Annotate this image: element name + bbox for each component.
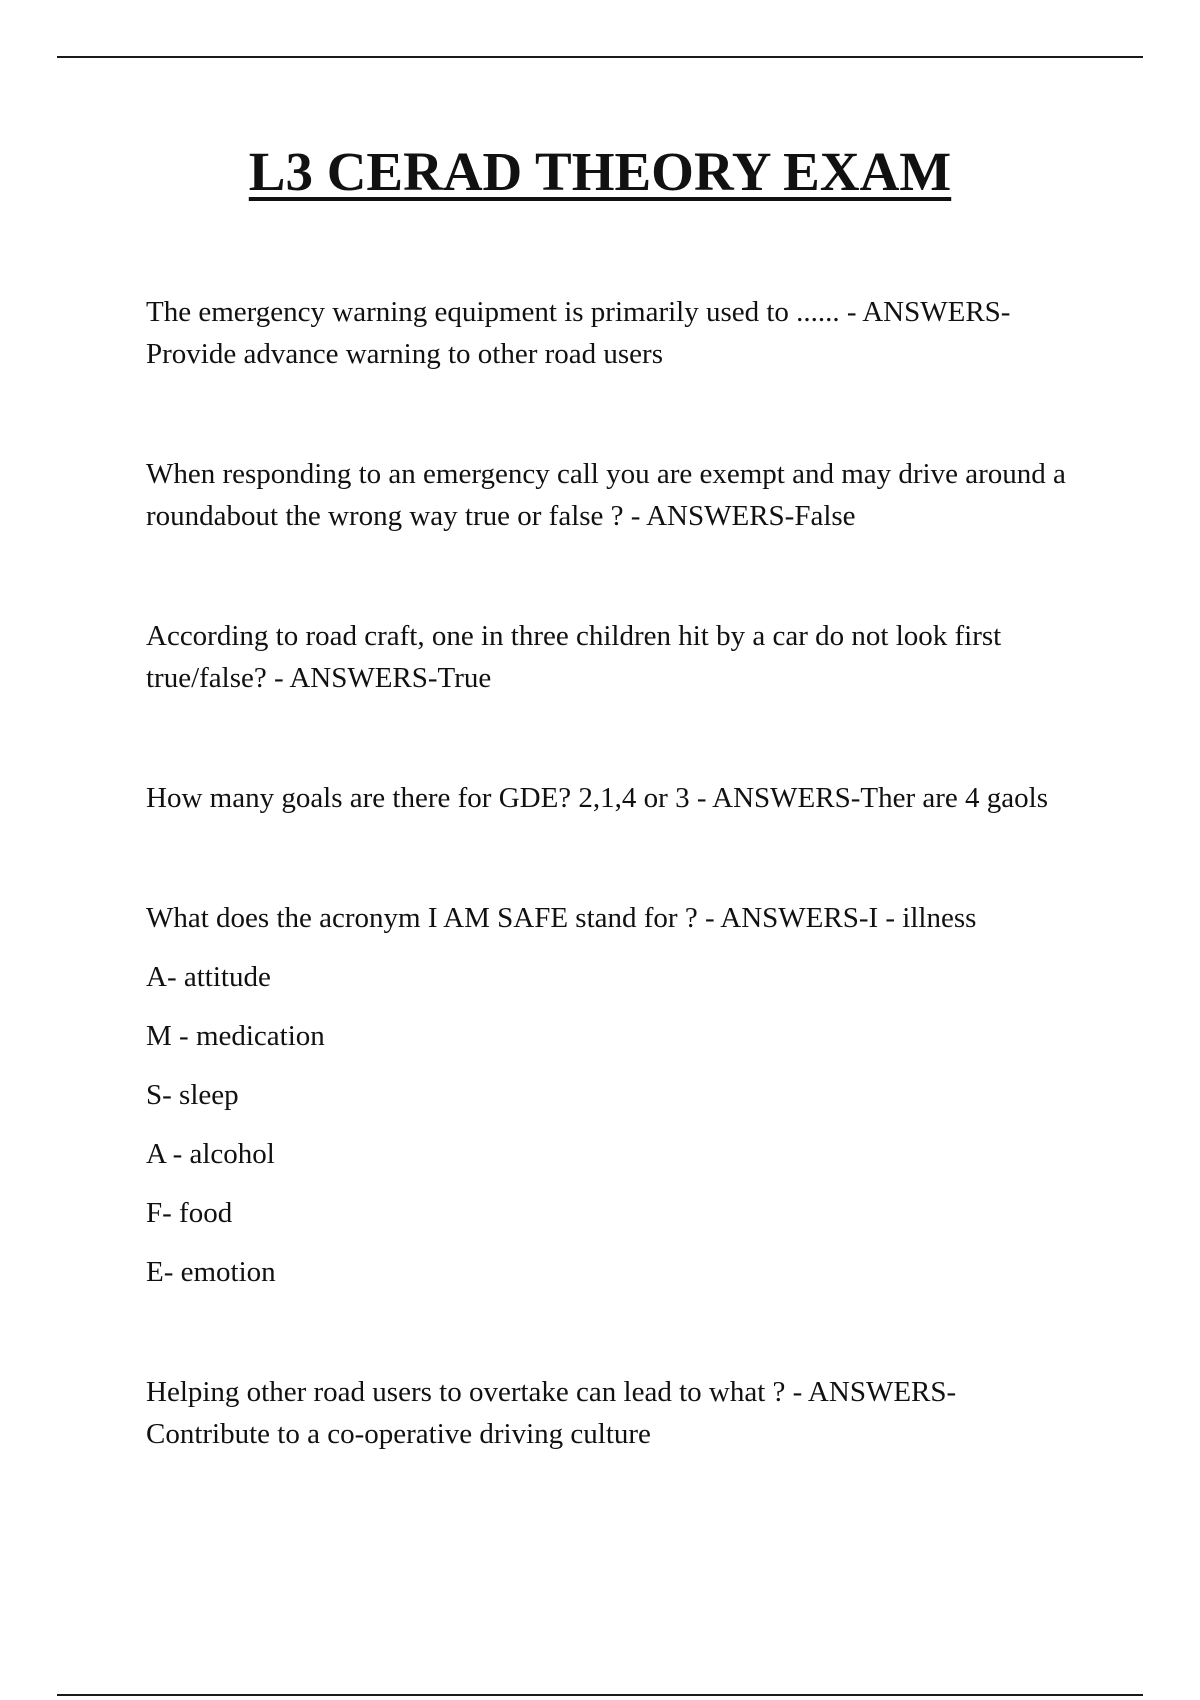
top-rule [57,56,1143,58]
qa-item-5 [146,897,1066,1293]
acronym-line-a2: A - alcohol [146,1138,275,1170]
bottom-rule [57,1694,1143,1696]
acronym-line-s: S- sleep [146,1079,239,1111]
qa-item-5-text: What does the acronym I AM SAFE stand for ? - ANSWERS-I - illness [146,902,977,934]
page-title-text: L3 CERAD THEORY EXAM [248,141,952,202]
qa-item-2: When responding to an emergency call you are exempt and may drive around a roundabout the wrong way true or false ? - ANSWERS-False [146,458,1066,532]
acronym-line-m: M - medication [146,1020,325,1052]
acronym-line-e: E- emotion [146,1256,276,1288]
page-title [0,142,1200,203]
acronym-line-a1: A- attitude [146,961,271,993]
qa-item-6: Helping other road users to overtake can lead to what ? - ANSWERS-Contribute to a co-operative driving culture [146,1376,957,1450]
qa-item-3: According to road craft, one in three children hit by a car do not look first true/false? - ANSWERS-True [146,620,1002,694]
qa-item-4: How many goals are there for GDE? 2,1,4 or 3 - ANSWERS-Ther are 4 gaols [146,782,1048,814]
acronym-line-f: F- food [146,1197,233,1229]
qa-list [146,291,1066,1455]
qa-item-1: The emergency warning equipment is primarily used to ...... - ANSWERS-Provide advance warning to other road users [146,296,1011,370]
